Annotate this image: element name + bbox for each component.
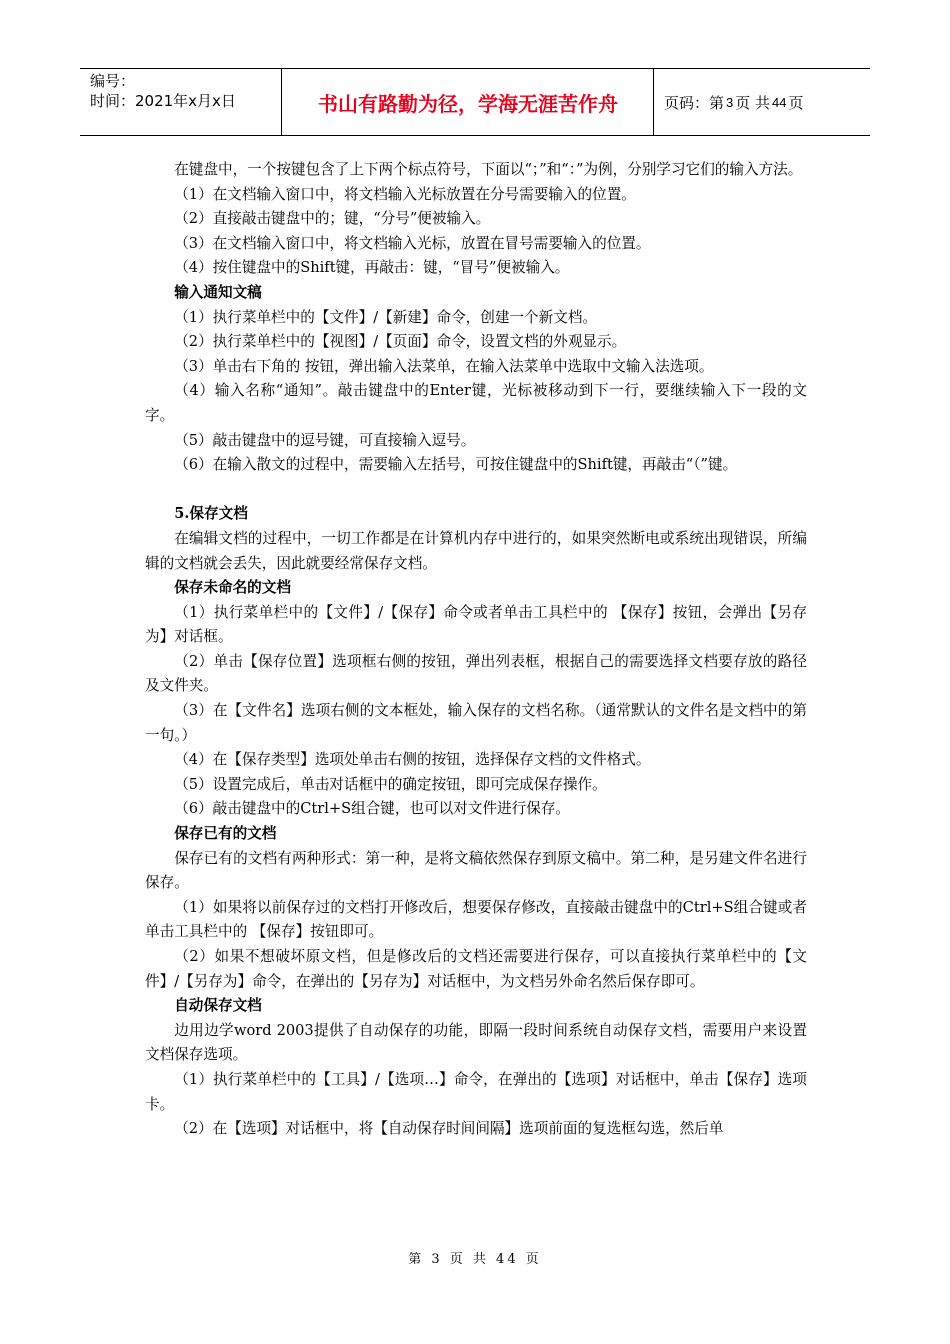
section-heading: 自动保存文档 [174, 997, 262, 1015]
body-paragraph: （2）在【选项】对话框中，将【自动保存时间间隔】选项前面的复选框勾选，然后单 [174, 1120, 724, 1138]
body-paragraph: （4）在【保存类型】选项处单击右侧的按钮，选择保存文档的文件格式。 [174, 751, 651, 769]
body-paragraph: （5）设置完成后，单击对话框中的确定按钮，即可完成保存操作。 [174, 775, 607, 793]
blank-line [145, 478, 807, 503]
body-paragraph: （2）直接敲击键盘中的；键，“分号”便被输入。 [174, 210, 491, 228]
date-label: 时间：2021年x月x日 [90, 92, 236, 110]
body-paragraph: （6）在输入散文的过程中，需要输入左括号，可按住键盘中的Shift键，再敲击“（”键。 [174, 456, 738, 474]
body-paragraph: （2）如果不想破坏原文档，但是修改后的文档还需要进行保存，可以直接执行菜单栏中的【文件】/【另存为】命令，在弹出的【另存为】对话框中，为文档另外命名然后保存即可。 [145, 948, 807, 990]
body-paragraph: （6）敲击键盘中的Ctrl+S组合键，也可以对文件进行保存。 [174, 800, 571, 818]
body-paragraph: （3）在【文件名】选项右侧的文本框处，输入保存的文档名称。（通常默认的文件名是文档中的第一句。） [145, 702, 807, 744]
section-heading: 输入通知文稿 [174, 283, 262, 301]
body-paragraph: （3）在文档输入窗口中，将文档输入光标，放置在冒号需要输入的位置。 [174, 234, 651, 252]
body-paragraph: （3）单击右下角的 按钮，弹出输入法菜单，在输入法菜单中选取中文输入法选项。 [174, 357, 714, 375]
page-total: 44 [772, 94, 787, 110]
body-paragraph: （1）执行菜单栏中的【文件】/【保存】命令或者单击工具栏中的 【保存】按钮，会弹出【另存为】对话框。 [145, 603, 807, 646]
section-heading: 保存已有的文档 [174, 825, 277, 843]
document-body [145, 158, 807, 1142]
body-paragraph: （1）如果将以前保存过的文档打开修改后，想要保存修改，直接敲击键盘中的Ctrl+S组合键或者单击工具栏中的 【保存】按钮即可。 [145, 898, 807, 941]
header-motto: 书山有路勤为径，学海无涯苦作舟 [283, 69, 654, 135]
body-paragraph: （4）输入名称“通知”。敲击键盘中的Enter键，光标被移动到下一行，要继续输入下一段的文字。 [145, 382, 807, 424]
body-paragraph: （1）在文档输入窗口中，将文档输入光标放置在分号需要输入的位置。 [174, 185, 636, 203]
body-paragraph: （1）执行菜单栏中的【工具】/【选项…】命令，在弹出的【选项】对话框中，单击【保存】选项卡。 [145, 1070, 807, 1113]
header-page-number [654, 69, 870, 135]
page-middle: 页 共 [735, 93, 771, 112]
section-heading: 保存未命名的文档 [174, 579, 291, 597]
body-paragraph: 边用边学word 2003提供了自动保存的功能，即隔一段时间系统自动保存文档，需要用户来设置文档保存选项。 [145, 1021, 807, 1064]
body-paragraph: 在编辑文档的过程中，一切工作都是在计算机内存中进行的，如果突然断电或系统出现错误，所编辑的文档就会丢失，因此就要经常保存文档。 [145, 529, 807, 572]
section-heading: 5.保存文档 [174, 505, 248, 523]
body-paragraph: （2）单击【保存位置】选项框右侧的按钮，弹出列表框，根据自己的需要选择文档要存放的路径及文件夹。 [145, 652, 807, 695]
page-footer: 第 3 页 共 44 页 [408, 1252, 542, 1267]
body-paragraph: （4）按住键盘中的Shift键，再敲击：键，“冒号”便被输入。 [174, 259, 570, 277]
page-prefix: 页码：第 [664, 93, 725, 112]
header-meta-cell [80, 69, 282, 135]
body-paragraph: （5）敲击键盘中的逗号键，可直接输入逗号。 [174, 431, 476, 449]
page-current: 3 [726, 94, 734, 110]
page-header [80, 68, 870, 136]
serial-label: 编号： [90, 72, 136, 90]
body-paragraph: （2）执行菜单栏中的【视图】/【页面】命令，设置文档的外观显示。 [174, 333, 627, 351]
body-paragraph: 保存已有的文档有两种形式：第一种，是将文稿依然保存到原文稿中。第二种，是另建文件名进行保存。 [145, 849, 807, 892]
body-paragraph: （1）执行菜单栏中的【文件】/【新建】命令，创建一个新文档。 [174, 308, 598, 326]
page-suffix: 页 [788, 93, 804, 112]
body-paragraph: 在键盘中，一个按键包含了上下两个标点符号，下面以“；”和“：”为例，分别学习它们的输入方法。 [174, 161, 803, 178]
